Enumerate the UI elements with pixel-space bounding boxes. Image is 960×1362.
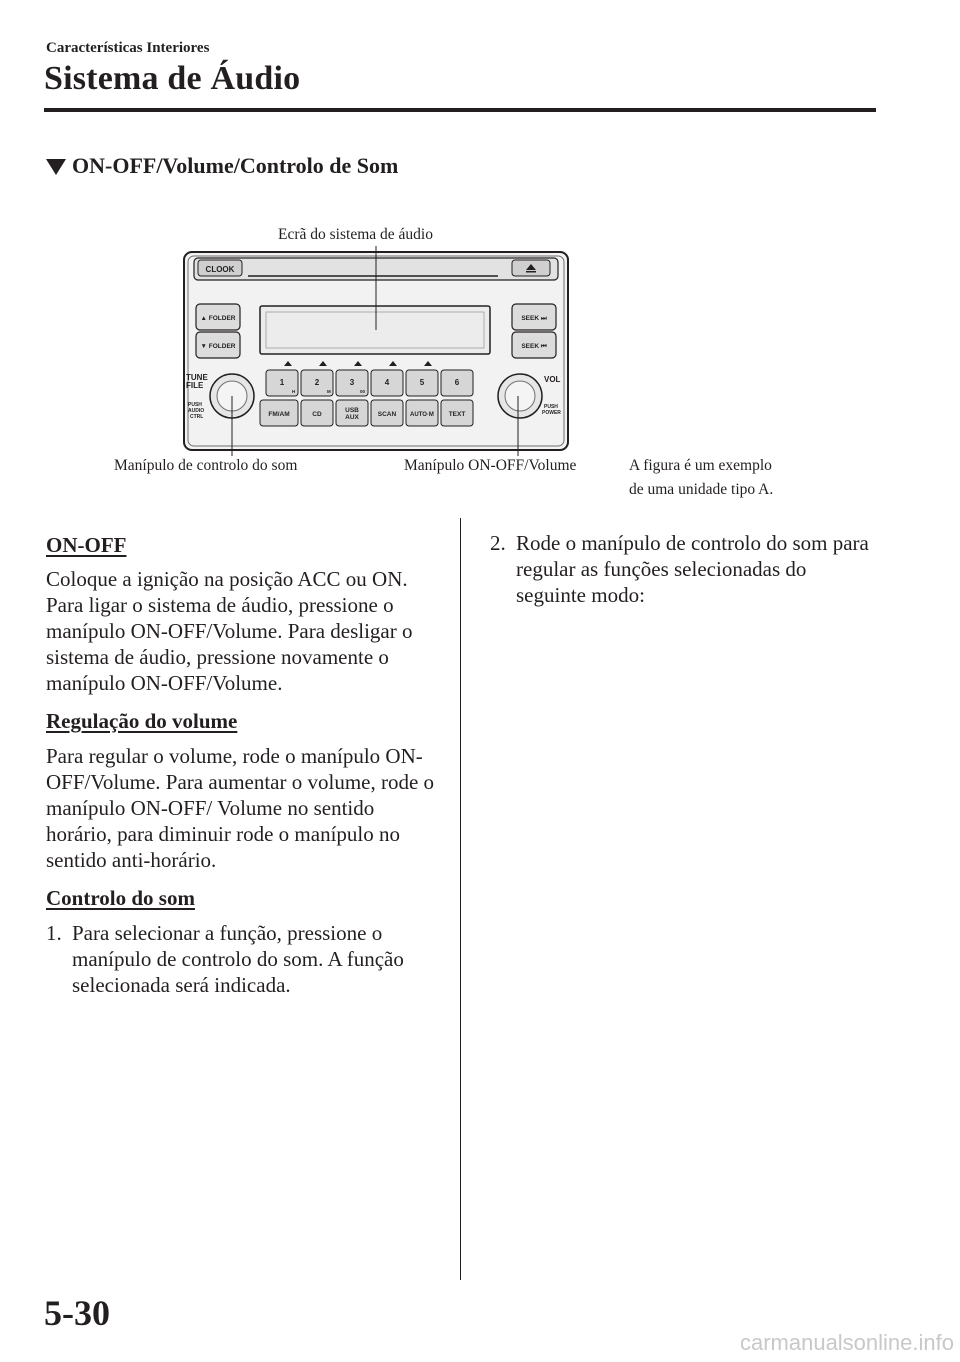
cd-label: CD <box>312 411 322 418</box>
usb-label: USB <box>345 407 359 414</box>
preset-3-label: 3 <box>349 378 355 387</box>
step-2-text: Rode o manípulo de controlo do som para regular as funções selecionadas do seguinte modo: <box>516 531 869 607</box>
preset-4-label: 4 <box>384 378 390 387</box>
clock-button-label: CLOOK <box>205 265 235 274</box>
watermark: carmanualsonline.info <box>739 1330 954 1355</box>
preset-1-label: 1 <box>279 378 285 387</box>
push-label-1: PUSH <box>188 402 202 408</box>
push-power-label-2: POWER <box>542 410 561 416</box>
preset-sub-m: M <box>327 389 331 394</box>
push-label-2: AUDIO <box>188 408 205 414</box>
column-divider <box>460 518 461 1280</box>
preset-5-label: 5 <box>419 378 425 387</box>
push-label-3: CTRL <box>190 414 204 420</box>
text-button-label: TEXT <box>448 411 466 418</box>
preset-6-label: 6 <box>454 378 460 387</box>
preset-sub-h: H <box>292 389 296 394</box>
folder-up-label: ▲ FOLDER <box>200 315 236 322</box>
scan-label: SCAN <box>377 411 397 418</box>
left-column <box>46 532 442 998</box>
folder-down-label: ▼ FOLDER <box>200 343 236 350</box>
list-item <box>490 530 880 608</box>
callout-sound-knob: Manípulo de controlo do som <box>114 457 298 474</box>
tune-label-2: FILE <box>186 381 204 390</box>
push-power-label-1: PUSH <box>544 404 558 410</box>
figure-caption-line2: de uma unidade tipo A. <box>629 481 774 498</box>
callout-leader-lines <box>0 0 960 520</box>
preset-sub-00: 00 <box>360 389 366 394</box>
vol-label: VOL <box>544 375 561 384</box>
fm-am-label: FM/AM <box>268 411 290 418</box>
preset-2-label: 2 <box>314 378 320 387</box>
volume-subheading: Regulação do volume <box>46 709 238 733</box>
callout-display: Ecrã do sistema de áudio <box>278 226 433 243</box>
section-heading-text: ON-OFF/Volume/Controlo de Som <box>72 153 399 178</box>
list-item <box>46 920 442 998</box>
auto-m-label: AUTO·M <box>410 412 434 418</box>
seek-down-label: SEEK ⏮ <box>521 343 547 350</box>
onoff-subheading: ON-OFF <box>46 533 127 557</box>
tune-label-1: TUNE <box>186 373 208 382</box>
chapter-label: Características Interiores <box>46 40 210 56</box>
step-1-number: 1. <box>46 921 62 945</box>
seek-up-label: SEEK ⏭ <box>521 315 547 322</box>
page-number: 5-30 <box>44 1293 110 1333</box>
right-column <box>490 530 880 608</box>
step-2-number: 2. <box>490 531 506 555</box>
aux-label: AUX <box>345 414 359 421</box>
page-title: Sistema de Áudio <box>44 60 301 97</box>
onoff-paragraph: Coloque a ignição na posição ACC ou ON. Para ligar o sistema de áudio, pressione o manípulo ON-OFF/Volume. Para desligar o sistema de áudio, pressione novamente o manípulo ON-OFF/Volume. <box>46 567 413 695</box>
step-1-text: Para selecionar a função, pressione o manípulo de controlo do som. A função selecionada será indicada. <box>72 921 404 997</box>
volume-paragraph: Para regular o volume, rode o manípulo ON-OFF/Volume. Para aumentar o volume, rode o manípulo ON-OFF/ Volume no sentido horário, para diminuir rode o manípulo no sentido anti-horário. <box>46 744 435 872</box>
callout-volume-knob: Manípulo ON-OFF/Volume <box>404 457 577 474</box>
sound-control-subheading: Controlo do som <box>46 886 195 910</box>
figure-caption-line1: A figura é um exemplo <box>629 457 772 474</box>
